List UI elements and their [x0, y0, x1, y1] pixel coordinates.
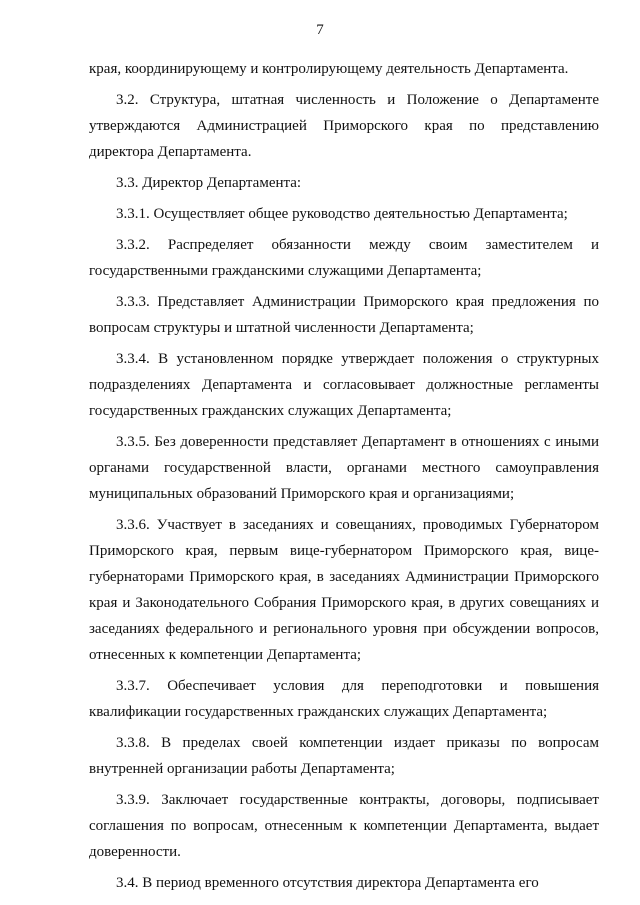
- paragraph-3-4: 3.4. В период временного отсутствия директора Департамента его: [116, 875, 539, 891]
- paragraph-3-3-7: 3.3.7. Обеспечивает условия для переподготовки и повышения квалификации государственных гражданских служащих Департамента;: [89, 678, 599, 720]
- paragraph-3-3-9: 3.3.9. Заключает государственные контракты, договоры, подписывает соглашения по вопросам, отнесенным к компетенции Департамента, выдает доверенности.: [89, 792, 599, 860]
- document-body: [89, 56, 599, 901]
- paragraph-continuation: края, координирующему и контролирующему деятельность Департамента.: [89, 61, 569, 77]
- paragraph-3-3-1: 3.3.1. Осуществляет общее руководство деятельностью Департамента;: [116, 206, 568, 222]
- paragraph-3-3-2: 3.3.2. Распределяет обязанности между своим заместителем и государственными гражданскими служащими Департамента;: [89, 237, 599, 279]
- paragraph-3-3-8: 3.3.8. В пределах своей компетенции издает приказы по вопросам внутренней организации работы Департамента;: [89, 735, 599, 777]
- paragraph-3-3-5: 3.3.5. Без доверенности представляет Департамент в отношениях с иными органами государственной власти, органами местного самоуправления муниципальных образований Приморского края и организациями;: [89, 434, 599, 502]
- paragraph-3-3-3: 3.3.3. Представляет Администрации Приморского края предложения по вопросам структуры и штатной численности Департамента;: [89, 294, 599, 336]
- paragraph-3-3-4: 3.3.4. В установленном порядке утверждает положения о структурных подразделениях Департамента и согласовывает должностные регламенты государственных гражданских служащих Департамента;: [89, 351, 599, 419]
- paragraph-3-3-6: 3.3.6. Участвует в заседаниях и совещаниях, проводимых Губернатором Приморского края, первым вице-губернатором Приморского края, вице-губернаторами Приморского края, в заседаниях Администрации Приморского края и Законодательного Собрания Приморского края, в других совещаниях и заседаниях федерального и регионального уровня при обсуждении вопросов, отнесенных к компетенции Департамента;: [89, 517, 599, 663]
- page-number: 7: [316, 22, 324, 38]
- paragraph-3-3: 3.3. Директор Департамента:: [116, 175, 302, 191]
- paragraph-3-2: 3.2. Структура, штатная численность и Положение о Департаменте утверждаются Администрацией Приморского края по представлению директора Департамента.: [89, 92, 599, 160]
